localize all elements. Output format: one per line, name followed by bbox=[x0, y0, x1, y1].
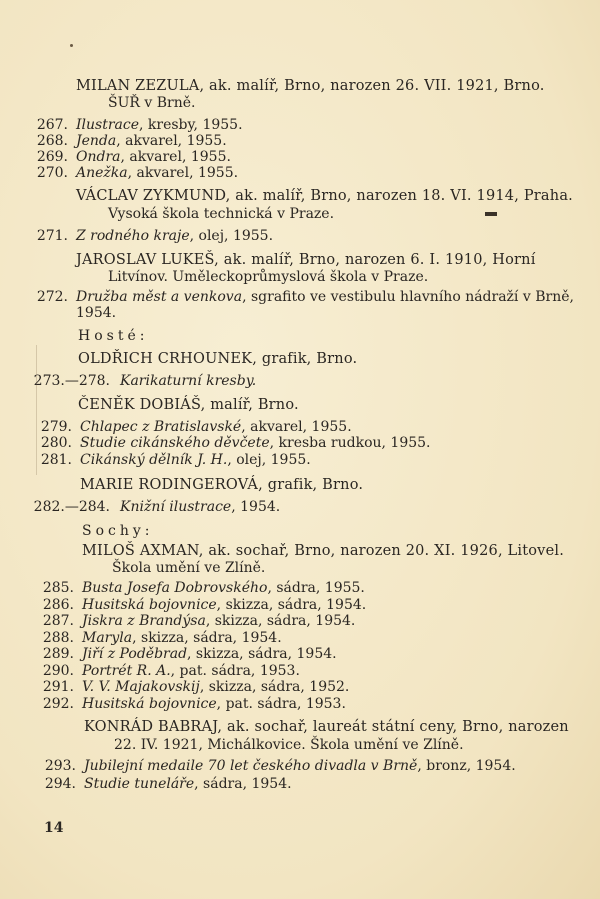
artwork-details: , pat. sádra, 1953. bbox=[216, 696, 346, 712]
artwork-entry bbox=[80, 419, 352, 435]
artwork-title: Karikaturní kresby. bbox=[120, 373, 257, 389]
artwork-details: , akvarel, 1955. bbox=[241, 419, 352, 435]
artwork-details: , pat. sádra, 1953. bbox=[170, 663, 300, 679]
artwork-number: 286. bbox=[42, 597, 74, 613]
artist-details: , grafik, Brno. bbox=[258, 477, 364, 493]
artwork-number: 288. bbox=[42, 630, 74, 646]
artwork-title: Družba měst a venkova bbox=[76, 289, 243, 305]
artwork-details: , olej, 1955. bbox=[189, 228, 274, 244]
artwork-title: Ondra bbox=[76, 149, 121, 165]
artwork-details: , sádra, 1955. bbox=[267, 580, 365, 596]
artwork-number: 279. bbox=[40, 419, 72, 435]
artwork-entry bbox=[82, 580, 365, 596]
artwork-title: Z rodného kraje bbox=[76, 228, 190, 244]
section-heading-guests: Hosté: bbox=[78, 328, 149, 344]
artwork-title: Studie tuneláře bbox=[84, 776, 195, 792]
artwork-details: , skizza, sádra, 1954. bbox=[132, 630, 282, 646]
artwork-number: 268. bbox=[36, 133, 68, 149]
artist-details-cont: 22. IV. 1921, Michálkovice. Škola umění ve Zlíně. bbox=[114, 737, 464, 753]
section-heading-sculptures: Sochy: bbox=[82, 523, 154, 539]
artwork-entry bbox=[76, 228, 273, 244]
artist-heading bbox=[78, 397, 299, 413]
artwork-entry bbox=[120, 373, 256, 389]
artwork-number: 285. bbox=[42, 580, 74, 596]
artwork-number: 293. bbox=[44, 758, 76, 774]
artwork-number: 267. bbox=[36, 117, 68, 133]
artwork-details: , akvarel, 1955. bbox=[127, 165, 239, 181]
artwork-entry bbox=[82, 597, 366, 613]
artwork-title: Maryla bbox=[82, 630, 133, 646]
artwork-details: , 1954. bbox=[231, 499, 281, 515]
artist-name: VÁCLAV ZYKMUND bbox=[76, 188, 226, 204]
artist-details-cont: Škola umění ve Zlíně. bbox=[112, 560, 266, 576]
artwork-details: , akvarel, 1955. bbox=[120, 149, 231, 165]
artwork-entry bbox=[84, 758, 516, 774]
artist-details: , ak. malíř, Brno, narozen 6. I. 1910, Horní bbox=[214, 252, 536, 268]
artwork-title: V. V. Majakovskij bbox=[82, 679, 200, 695]
artist-name: JAROSLAV LUKEŠ bbox=[76, 252, 215, 268]
artwork-number: 294. bbox=[44, 776, 76, 792]
artist-details-cont: Vysoká škola technická v Praze. bbox=[108, 206, 335, 222]
artist-details: , ak. sochař, laureát státní ceny, Brno, narozen bbox=[217, 719, 569, 735]
artist-name: MILOŠ AXMAN bbox=[82, 543, 199, 559]
artist-heading bbox=[82, 543, 564, 559]
artwork-title: Busta Josefa Dobrovského bbox=[82, 580, 268, 596]
artwork-number: 271. bbox=[36, 228, 68, 244]
artist-details: , ak. malíř, Brno, narozen 18. VI. 1914, Praha. bbox=[225, 188, 573, 204]
artist-details: , ak. malíř, Brno, narozen 26. VII. 1921, Brno. bbox=[199, 78, 545, 94]
artwork-entry bbox=[82, 613, 355, 629]
paper-crease bbox=[36, 345, 37, 475]
artwork-number: 270. bbox=[36, 165, 68, 181]
artist-details-cont: Litvínov. Uměleckoprůmyslová škola v Praze. bbox=[108, 269, 429, 285]
artwork-details: , bronz, 1954. bbox=[417, 758, 516, 774]
artwork-details: , kresba rudkou, 1955. bbox=[269, 435, 431, 451]
artwork-details: , skizza, sádra, 1954. bbox=[187, 646, 337, 662]
artwork-details: , sgrafito ve vestibulu hlavního nádraží v Brně, bbox=[242, 289, 574, 305]
artwork-title: Portrét R. A. bbox=[82, 663, 171, 679]
page-number: 14 bbox=[44, 820, 64, 836]
artwork-entry bbox=[76, 289, 574, 305]
paper-spot bbox=[485, 212, 497, 216]
artist-heading bbox=[76, 78, 545, 94]
artwork-number: 281. bbox=[40, 452, 72, 468]
artwork-title: Anežka bbox=[76, 165, 128, 181]
artwork-number: 292. bbox=[42, 696, 74, 712]
artwork-entry bbox=[82, 663, 300, 679]
artwork-title: Jiskra z Brandýsa bbox=[82, 613, 206, 629]
artist-name: KONRÁD BABRAJ bbox=[84, 719, 218, 735]
artwork-entry bbox=[82, 646, 337, 662]
artwork-number: 280. bbox=[40, 435, 72, 451]
artwork-title: Jiří z Poděbrad bbox=[82, 646, 188, 662]
artwork-entry bbox=[82, 679, 349, 695]
artwork-details: , akvarel, 1955. bbox=[116, 133, 227, 149]
artwork-number: 287. bbox=[42, 613, 74, 629]
artwork-entry bbox=[82, 630, 282, 646]
artist-name: MILAN ZEZULA bbox=[76, 78, 200, 94]
artwork-title: Chlapec z Bratislavské bbox=[80, 419, 242, 435]
artist-heading bbox=[84, 719, 569, 735]
artwork-entry bbox=[76, 165, 238, 181]
artist-details: , malíř, Brno. bbox=[200, 397, 299, 413]
artwork-title: Jenda bbox=[76, 133, 117, 149]
artwork-entry bbox=[120, 499, 280, 515]
paper-spot bbox=[70, 44, 73, 47]
artwork-entry-cont: 1954. bbox=[76, 305, 117, 321]
artwork-title: Ilustrace bbox=[76, 117, 139, 133]
artist-heading bbox=[80, 477, 363, 493]
artwork-details: , skizza, sádra, 1954. bbox=[216, 597, 367, 613]
artist-details-cont: ŠUŘ v Brně. bbox=[108, 95, 196, 111]
artwork-number: 282.—284. bbox=[33, 499, 110, 515]
artwork-number: 290. bbox=[42, 663, 74, 679]
artwork-details: , kresby, 1955. bbox=[139, 117, 243, 133]
artwork-details: , skizza, sádra, 1954. bbox=[205, 613, 356, 629]
artwork-title: Jubilejní medaile 70 let českého divadla v Brně bbox=[84, 758, 418, 774]
artist-name: ČENĚK DOBIÁŠ bbox=[78, 397, 201, 413]
artwork-number: 269. bbox=[36, 149, 68, 165]
artwork-entry bbox=[76, 133, 227, 149]
artist-heading bbox=[76, 188, 573, 204]
artwork-entry bbox=[82, 696, 346, 712]
artwork-entry bbox=[80, 452, 311, 468]
artwork-number: 291. bbox=[42, 679, 74, 695]
artist-name: MARIE RODINGEROVÁ bbox=[80, 477, 259, 493]
artwork-details: , olej, 1955. bbox=[227, 452, 311, 468]
artwork-entry bbox=[76, 149, 231, 165]
artwork-details: , skizza, sádra, 1952. bbox=[199, 679, 350, 695]
artwork-title: Cikánský dělník J. H. bbox=[80, 452, 228, 468]
artwork-entry bbox=[76, 117, 243, 133]
artist-heading bbox=[78, 351, 357, 367]
artwork-number: 289. bbox=[42, 646, 74, 662]
artist-heading bbox=[76, 252, 536, 268]
artist-details: , grafik, Brno. bbox=[252, 351, 358, 367]
artwork-details: , sádra, 1954. bbox=[194, 776, 292, 792]
artist-name: OLDŘICH CRHOUNEK bbox=[78, 351, 253, 367]
artist-details: , ak. sochař, Brno, narozen 20. XI. 1926, Litovel. bbox=[198, 543, 565, 559]
artwork-title: Husitská bojovnice bbox=[82, 597, 217, 613]
artwork-entry bbox=[84, 776, 292, 792]
artwork-number: 273.—278. bbox=[33, 373, 110, 389]
artwork-title: Knižní ilustrace bbox=[120, 499, 232, 515]
artwork-entry bbox=[80, 435, 431, 451]
artwork-title: Husitská bojovnice bbox=[82, 696, 217, 712]
artwork-number: 272. bbox=[36, 289, 68, 305]
artwork-title: Studie cikánského děvčete bbox=[80, 435, 270, 451]
